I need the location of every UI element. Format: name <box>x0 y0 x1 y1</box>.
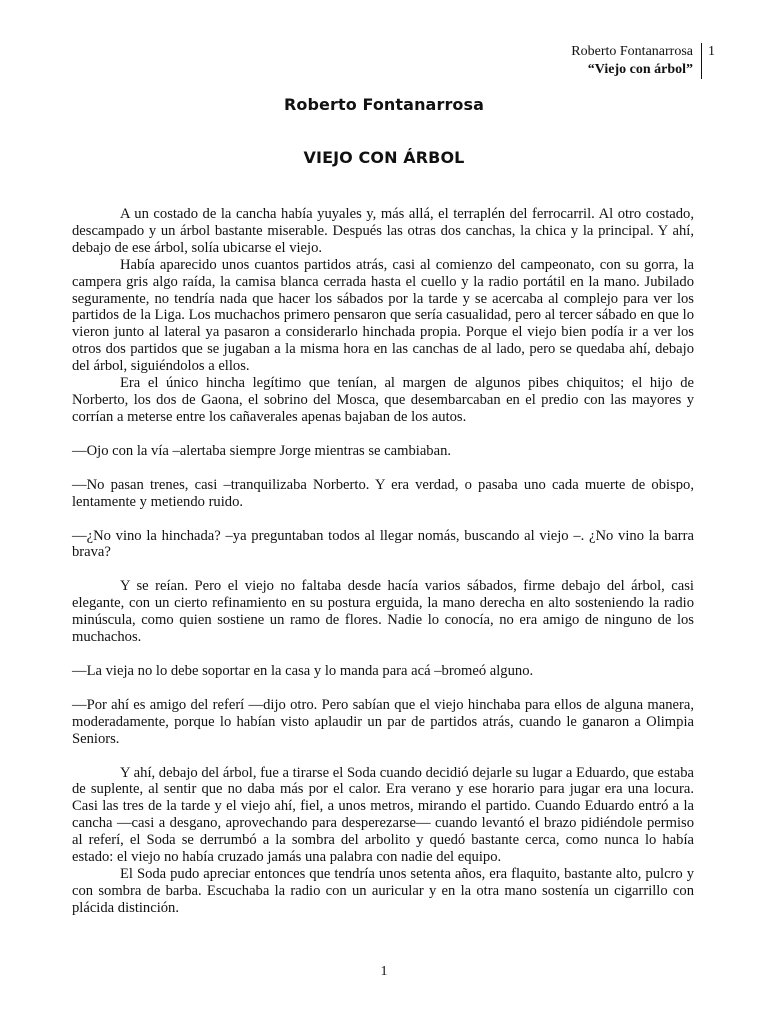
footer-page-number: 1 <box>380 964 388 979</box>
paragraph: Y ahí, debajo del árbol, fue a tirarse el Soda cuando decidió dejarle su lugar a Eduardo, que estaba de suplente, al sentir que no daba más por el calor. Era verano y ese horario para jugar era una locura. Casi las tres de la tarde y el viejo ahí, fiel, a unos metros, mirando el partido. Cuando Eduardo entró a la cancha —casi a desgano, aprovechando para desperezarse— cuando levantó el brazo pidiéndole permiso al referí, el Soda se derrumbó a la sombra del arbolito y quedó bastante cerca, como nunca lo había estado: el viejo no había cruzado jamás una palabra con nadie del equipo. <box>72 764 694 866</box>
document-author: Roberto Fontanarrosa <box>283 95 485 114</box>
dialogue-paragraph: —Ojo con la vía –alertaba siempre Jorge mientras se cambiaban. <box>72 442 452 459</box>
header-author: Roberto Fontanarrosa <box>571 44 693 59</box>
dialogue-paragraph: —No pasan trenes, casi –tranquilizaba Norberto. Y era verdad, o pasaba uno cada muerte de obispo, lentamente y metiendo ruido. <box>72 476 694 510</box>
running-header <box>571 43 702 79</box>
document-title: VIEJO CON ÁRBOL <box>303 148 465 167</box>
paragraph: El Soda pudo apreciar entonces que tendría unos setenta años, era flaquito, bastante alto, pulcro y con sombra de barba. Escuchaba la radio con un auricular y en la otra mano sostenía un cigarrillo con plácida distinción. <box>72 866 694 916</box>
paragraph: Había aparecido unos cuantos partidos atrás, casi al comienzo del campeonato, con su gorra, la campera gris algo raída, la camisa blanca cerrada hasta el cuello y la radio portátil en la mano. Jubilado seguramente, no tendría nada que hacer los sábados por la tarde y se acercaba al complejo para ver los partidos de la Liga. Los muchachos primero pensaron que sería casualidad, pero al tercer sábado en que lo vieron junto al lateral ya pasaron a considerarlo hinchada propia. Porque el viejo bien podía ir a ver los otros dos partidos que se jugaban a la misma hora en las canchas de al lado, pero se quedaba ahí, debajo del árbol, siguiéndolos a ellos. <box>72 256 694 375</box>
paragraph: Era el único hincha legítimo que tenían, al margen de algunos pibes chiquitos; el hijo de Norberto, los dos de Gaona, el sobrino del Mosca, que desembarcaban en el predio con las mayores y corrían a meterse entre los cañaverales apenas bajaban de los autos. <box>72 375 694 425</box>
dialogue-paragraph: —La vieja no lo debe soportar en la casa y lo manda para acá –bromeó alguno. <box>72 662 534 679</box>
paragraph: Y se reían. Pero el viejo no faltaba desde hacía varios sábados, firme debajo del árbol, casi elegante, con un cierto refinamiento en su postura erguida, la mano derecha en alto sosteniendo la radio minúscula, como quien sostiene un ramo de flores. Nadie lo conocía, no era amigo de ninguno de los muchachos. <box>72 578 694 646</box>
header-page-number: 1 <box>708 44 715 59</box>
body-text <box>72 206 694 917</box>
header-subtitle: “Viejo con árbol” <box>587 62 693 77</box>
paragraph: A un costado de la cancha había yuyales y, más allá, el terraplén del ferrocarril. Al otro costado, descampado y un árbol bastante miserable. Después las otras dos canchas, la chica y la principal. Y ahí, debajo de ese árbol, solía ubicarse el viejo. <box>72 206 694 256</box>
dialogue-paragraph: —¿No vino la hinchada? –ya preguntaban todos al llegar nomás, buscando al viejo –. ¿No vino la barra brava? <box>72 527 694 561</box>
dialogue-paragraph: —Por ahí es amigo del referí —dijo otro. Pero sabían que el viejo hinchaba para ellos de alguna manera, moderadamente, porque lo habían visto aplaudir un par de partidos atrás, cuando le ganaron a Olimpia Seniors. <box>72 696 694 747</box>
